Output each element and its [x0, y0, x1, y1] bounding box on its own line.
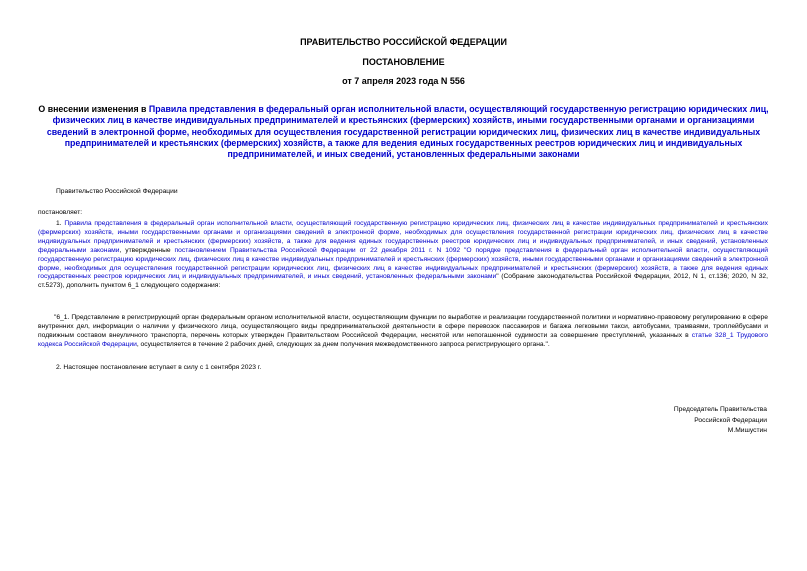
header-resolution: ПОСТАНОВЛЕНИЕ: [362, 57, 445, 67]
signature-position: Председатель Правительства: [673, 406, 767, 413]
header-date: от 7 апреля 2023 года N 556: [342, 76, 465, 86]
item-1-resolution-link[interactable]: постановлением Правительства Российской Федерации от 22 декабря 2011 г. N 1092 "О порядке представления в федеральный орган исполнительной власти, осуществляющий государственную регистрацию юридических лиц, физических лиц в качестве индивидуальных предпринимателей и крестьянских (фермерских) хозяйств, иными государственными органами и организациями сведений в электронной форме, необходимых для осуществления государственной регистрации юридических лиц, физических лиц в качестве индивидуальных предпринимателей и крестьянских (фермерских) хозяйств, а также для ведения единых государственных реестров юридических лиц и индивидуальных предпринимателей, и иных сведений, установленных федеральными законами: [38, 246, 768, 281]
quote-text-1: "6_1. Представление в регистрирующий орган федеральным органом исполнительной власти, осуществляющим функции по выработке и реализации государственной политики и нормативно-правовому регулированию в сфере внутренних дел, информации о наличии у физического лица, осуществляющего виды предпринимательской деятельности в сфере перевозок пассажиров и багажа легковыми такси, автобусами, трамваями, троллейбусами и подвижным составом внеуличного транспорта, перечень которых утвержден Правительством Российской Федерации, неснятой или непогашенной судимости за совершение преступлений, указанных в: [38, 314, 768, 339]
document-title: [32, 104, 775, 160]
item-1-rules-link[interactable]: Правила представления в федеральный орган исполнительной власти, осуществляющий государственную регистрацию юридических лиц, физических лиц в качестве индивидуальных предпринимателей и крестьянских (фермерских) хозяйств, иными государственными органами и организациями сведений в электронной форме, необходимых для осуществления государственной регистрации юридических лиц, физических лиц в качестве индивидуальных предпринимателей и крестьянских (фермерских) хозяйств, а также для ведения единых государственных реестров юридических лиц и индивидуальных предпринимателей, и иных сведений, установленных федеральными законами: [38, 220, 769, 254]
title-prefix: О внесении изменения в: [38, 104, 149, 114]
quote-paragraph: [38, 314, 768, 350]
item-1-tail: " (Собрание законодательства Российской Федерации, 2012, N 1, ст.136; 2020, N 32, ст.5273), дополнить пунктом 6_1 следующего содержания:: [38, 273, 768, 290]
decrees-line: постановляет:: [38, 209, 83, 216]
title-rules-link[interactable]: Правила представления в федеральный орган исполнительной власти, осуществляющий государственную регистрацию юридических лиц, физических лиц в качестве индивидуальных предпринимателей и крестьянских (фермерских) хозяйств, иными государственными органами и организациями сведений в электронной форме, необходимых для осуществления государственной регистрации юридических лиц, физических лиц в качестве индивидуальных предпринимателей и крестьянских (фермерских) хозяйств, а также для ведения единых государственных реестров юридических лиц и индивидуальных предпринимателей, и иных сведений, установленных федеральными законами: [46, 104, 769, 160]
labor-code-link[interactable]: статье 328_1 Трудового кодекса Российской Федерации: [38, 331, 768, 348]
signature-country: Российской Федерации: [694, 417, 767, 424]
item-1-number: 1.: [56, 220, 65, 227]
signature-name: М.Мишустин: [727, 427, 767, 434]
item-1-approved-text: , утвержденные: [119, 246, 175, 254]
header-government: ПРАВИТЕЛЬСТВО РОССИЙСКОЙ ФЕДЕРАЦИИ: [300, 37, 507, 47]
item-1-paragraph: [38, 220, 768, 291]
item-2-paragraph: 2. Настоящее постановление вступает в силу с 1 сентября 2023 г.: [56, 364, 262, 371]
quote-text-2: , осуществляется в течение 2 рабочих дней, следующих за днем получения межведомственного запроса регистрирующего органа.".: [136, 340, 550, 348]
government-line: Правительство Российской Федерации: [56, 188, 178, 195]
